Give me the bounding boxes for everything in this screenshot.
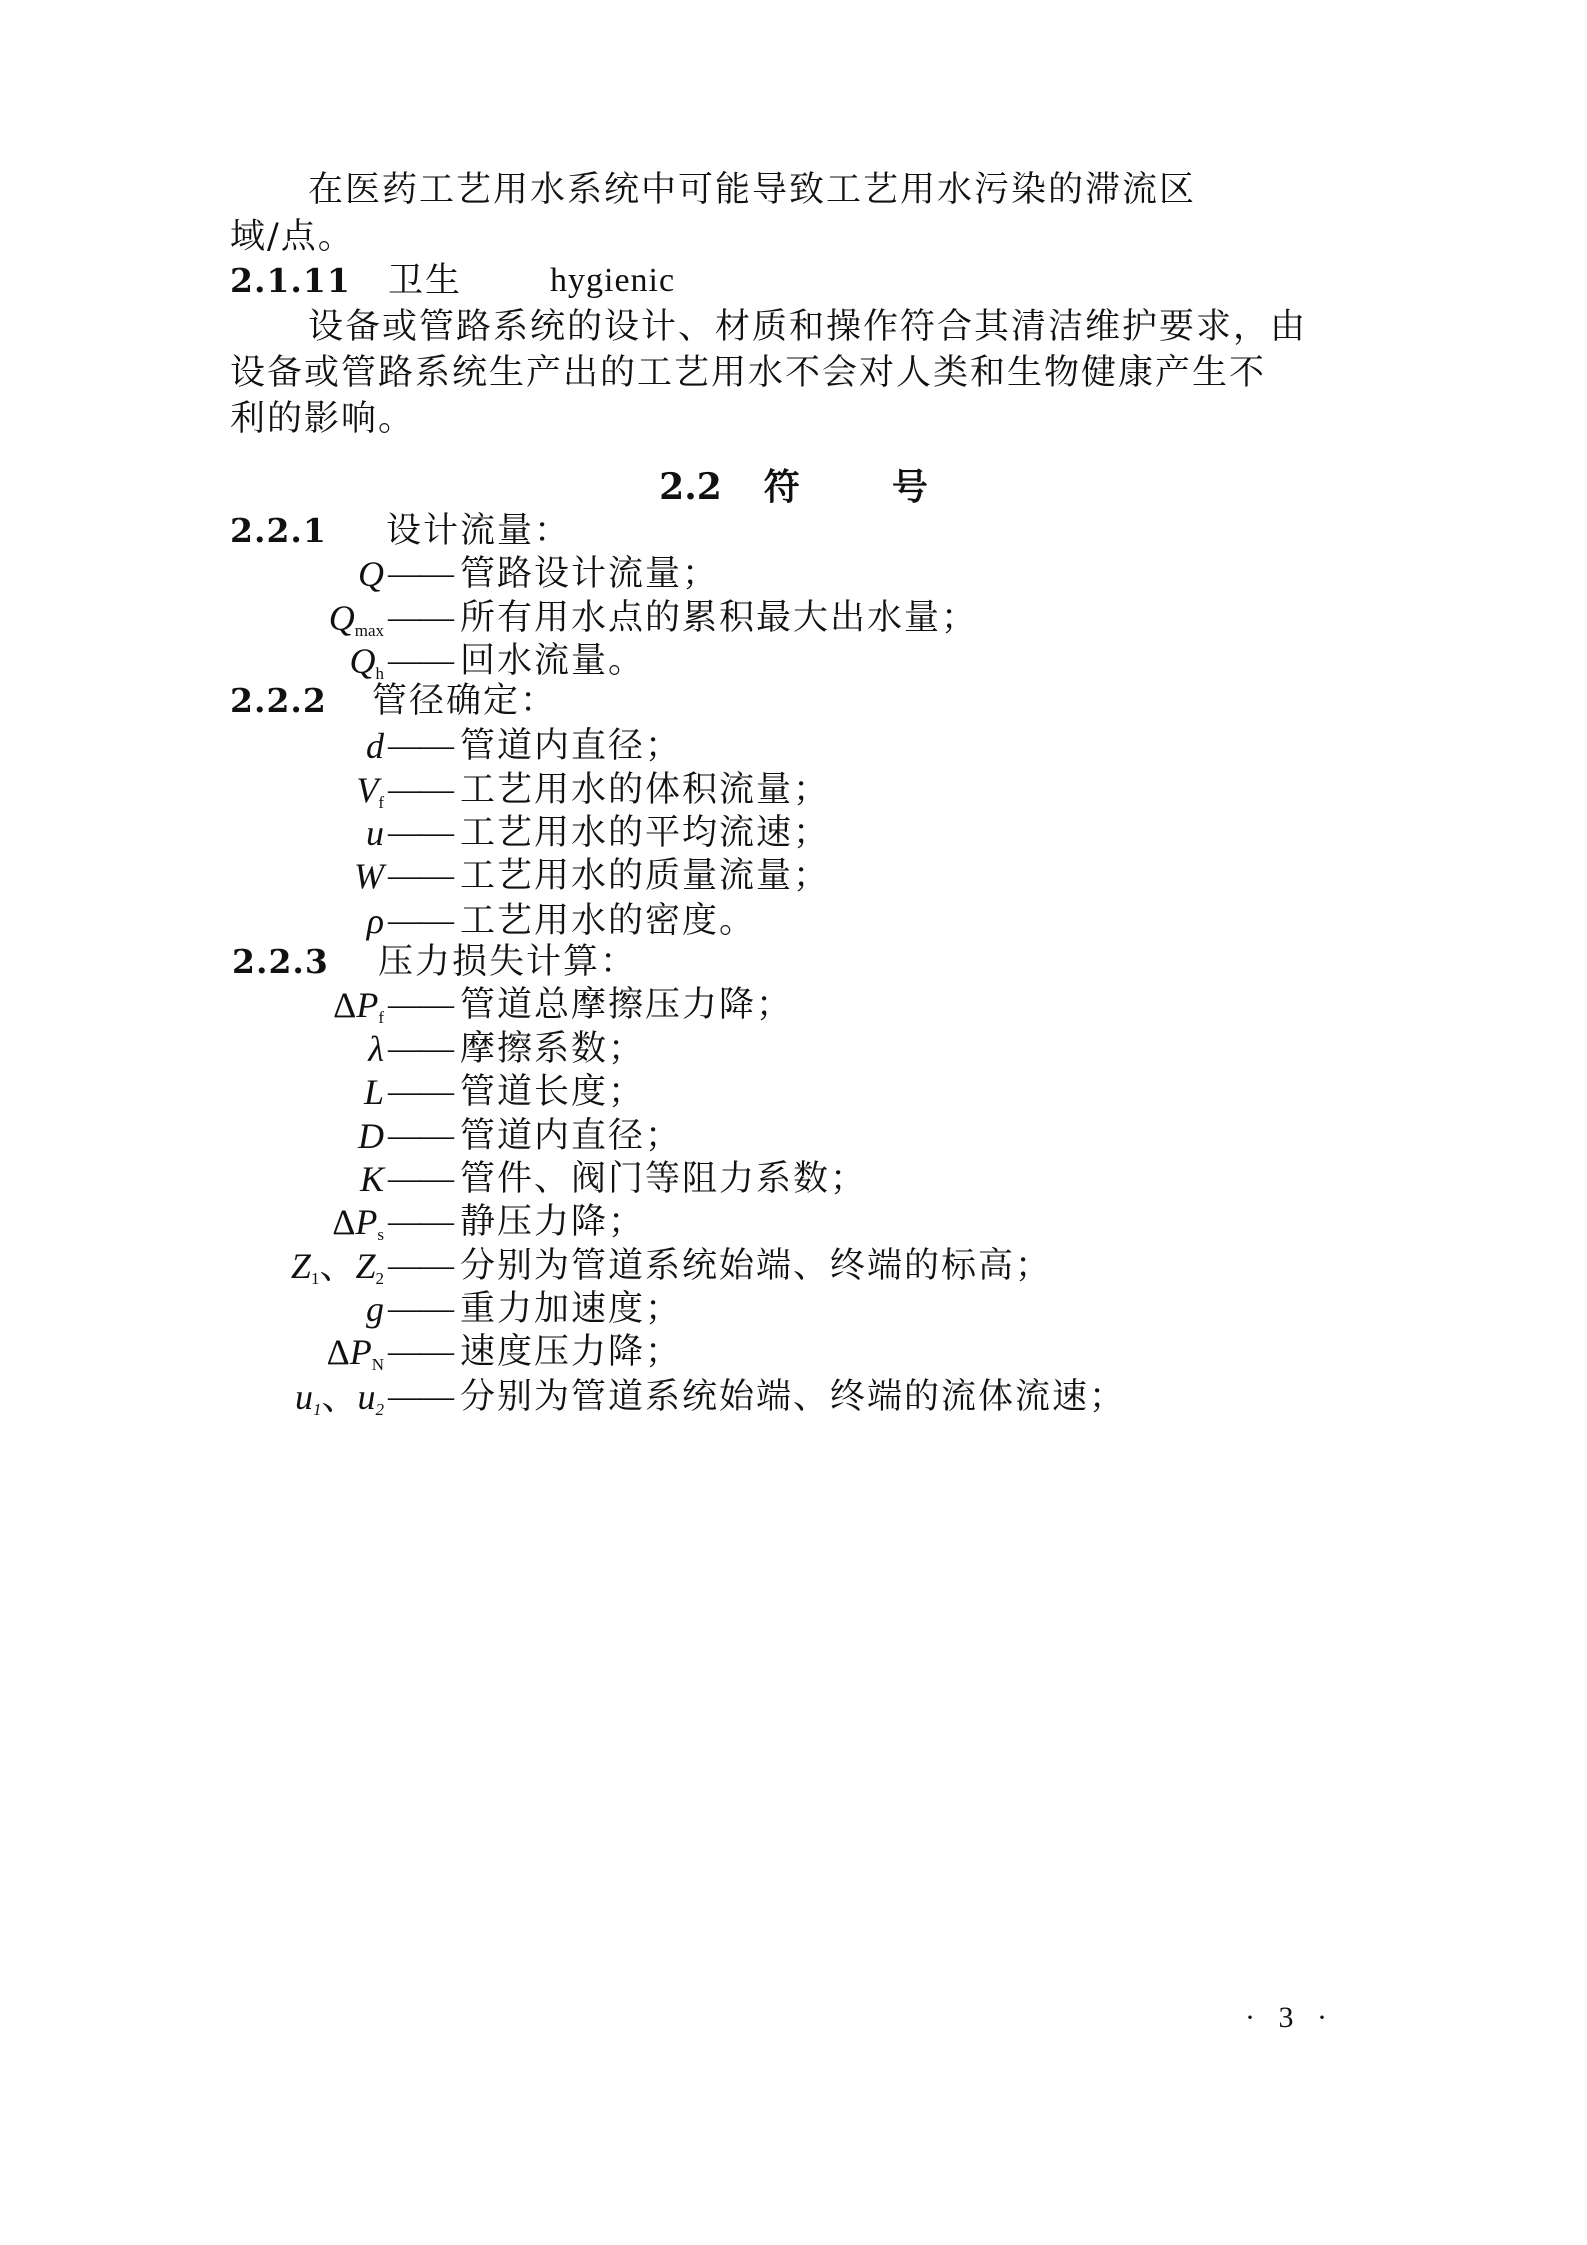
symbol: $Q_{max}$ [328, 598, 384, 640]
symbol-row [0, 722, 1587, 770]
symbol-description: 管道内直径； [460, 726, 683, 766]
continuation-line-1: 在医药工艺用水系统中可能导致工艺用水污染的滞流区 [308, 170, 1197, 210]
symbol-row [0, 1155, 1587, 1203]
symbol: u [366, 813, 384, 853]
symbol-row [0, 1112, 1587, 1160]
symbol: $u_1$、$u_2$ [294, 1377, 384, 1419]
symbol-description: 分别为管道系统始端、终端的标高； [460, 1246, 1053, 1286]
symbol-row [0, 897, 1587, 945]
symbol-row [0, 1025, 1587, 1073]
clause-text-line-1: 设备或管路系统的设计、材质和操作符合其清洁维护要求，由 [308, 307, 1308, 347]
symbol-row [0, 766, 1587, 814]
symbol: ρ [366, 901, 384, 941]
clause-text-line-3: 利的影响。 [230, 399, 416, 439]
section-title-char-1: 符 [763, 466, 800, 508]
symbol-row [0, 594, 1587, 642]
section-title-char-2: 号 [891, 466, 928, 508]
symbol-description: 分别为管道系统始端、终端的流体流速； [460, 1377, 1127, 1417]
symbol-description: 工艺用水的平均流速； [460, 813, 831, 853]
clause-text-line-2: 设备或管路系统生产出的工艺用水不会对人类和生物健康产生不 [230, 353, 1267, 393]
symbol-description: 所有用水点的累积最大出水量； [460, 598, 979, 638]
symbol-description: 摩擦系数； [460, 1029, 646, 1069]
dash: —— [388, 1290, 452, 1327]
symbol-row [0, 1285, 1587, 1333]
symbol-row [0, 809, 1587, 857]
symbol: Q [358, 554, 384, 594]
symbol-description: 速度压力降； [460, 1332, 683, 1372]
dash: —— [388, 642, 452, 679]
symbol: $Q_h$ [349, 641, 384, 683]
dash: —— [388, 1203, 452, 1240]
symbol-row [0, 1198, 1587, 1246]
symbol: K [359, 1159, 384, 1199]
symbol-row [0, 1068, 1587, 1116]
dash: —— [388, 727, 452, 764]
symbol-description: 管路设计流量； [460, 554, 720, 594]
dash: —— [388, 1030, 452, 1067]
dash: —— [388, 555, 452, 592]
section-number: 2.2 [659, 466, 722, 508]
symbol: $V_f$ [356, 770, 384, 812]
symbol-description: 静压力降； [460, 1202, 646, 1242]
symbol-row [0, 550, 1587, 598]
symbol-description: 工艺用水的质量流量； [460, 856, 831, 896]
english-term: hygienic [550, 262, 676, 299]
symbol-description: 管道长度； [460, 1072, 646, 1112]
symbol-description: 管件、阀门等阻力系数； [460, 1159, 868, 1199]
clause-number: 2.1.11 [230, 261, 351, 300]
clause-title: 压力损失计算： [378, 942, 638, 982]
clause-number: 2.2.1 [230, 511, 327, 550]
page-number: · 3 · [1245, 2001, 1335, 2034]
dash: —— [388, 771, 452, 808]
dash: —— [388, 1160, 452, 1197]
symbol-description: 管道总摩擦压力降； [460, 985, 794, 1025]
dash: —— [388, 1247, 452, 1284]
dash: —— [388, 1073, 452, 1110]
symbol-description: 管道内直径； [460, 1116, 683, 1156]
dash: —— [388, 902, 452, 939]
symbol-description: 重力加速度； [460, 1289, 683, 1329]
dash: —— [388, 857, 452, 894]
symbol: g [366, 1289, 384, 1329]
symbol-description: 工艺用水的体积流量； [460, 770, 831, 810]
symbol: λ [368, 1029, 384, 1069]
clause-number: 2.2.2 [230, 681, 327, 720]
symbol: $\Delta P_N$ [326, 1332, 384, 1374]
dash: —— [388, 1378, 452, 1415]
symbol: D [358, 1116, 384, 1156]
dash: —— [388, 814, 452, 851]
symbol-row [0, 852, 1587, 900]
symbol-row [0, 1373, 1587, 1421]
symbol-row [0, 981, 1587, 1029]
dash: —— [388, 1333, 452, 1370]
symbol-description: 工艺用水的密度。 [460, 901, 757, 941]
symbol: $Z_1$、$Z_2$ [290, 1246, 384, 1288]
symbol: $\Delta P_s$ [332, 1202, 384, 1244]
continuation-line-2: 域/点。 [230, 217, 355, 257]
clause-title: 卫生 [388, 261, 463, 301]
clause-title: 设计流量： [386, 511, 572, 551]
clause-title: 管径确定： [372, 681, 558, 721]
symbol-row [0, 1242, 1587, 1290]
clause-number: 2.2.3 [232, 942, 329, 981]
symbol: d [366, 726, 384, 766]
symbol: $\Delta P_f$ [333, 985, 384, 1027]
dash: —— [388, 1117, 452, 1154]
symbol-description: 回水流量。 [460, 641, 646, 681]
dash: —— [388, 986, 452, 1023]
dash: —— [388, 599, 452, 636]
symbol: L [363, 1072, 384, 1112]
section-heading [0, 462, 1587, 512]
symbol: W [354, 856, 384, 896]
symbol-row [0, 1328, 1587, 1376]
